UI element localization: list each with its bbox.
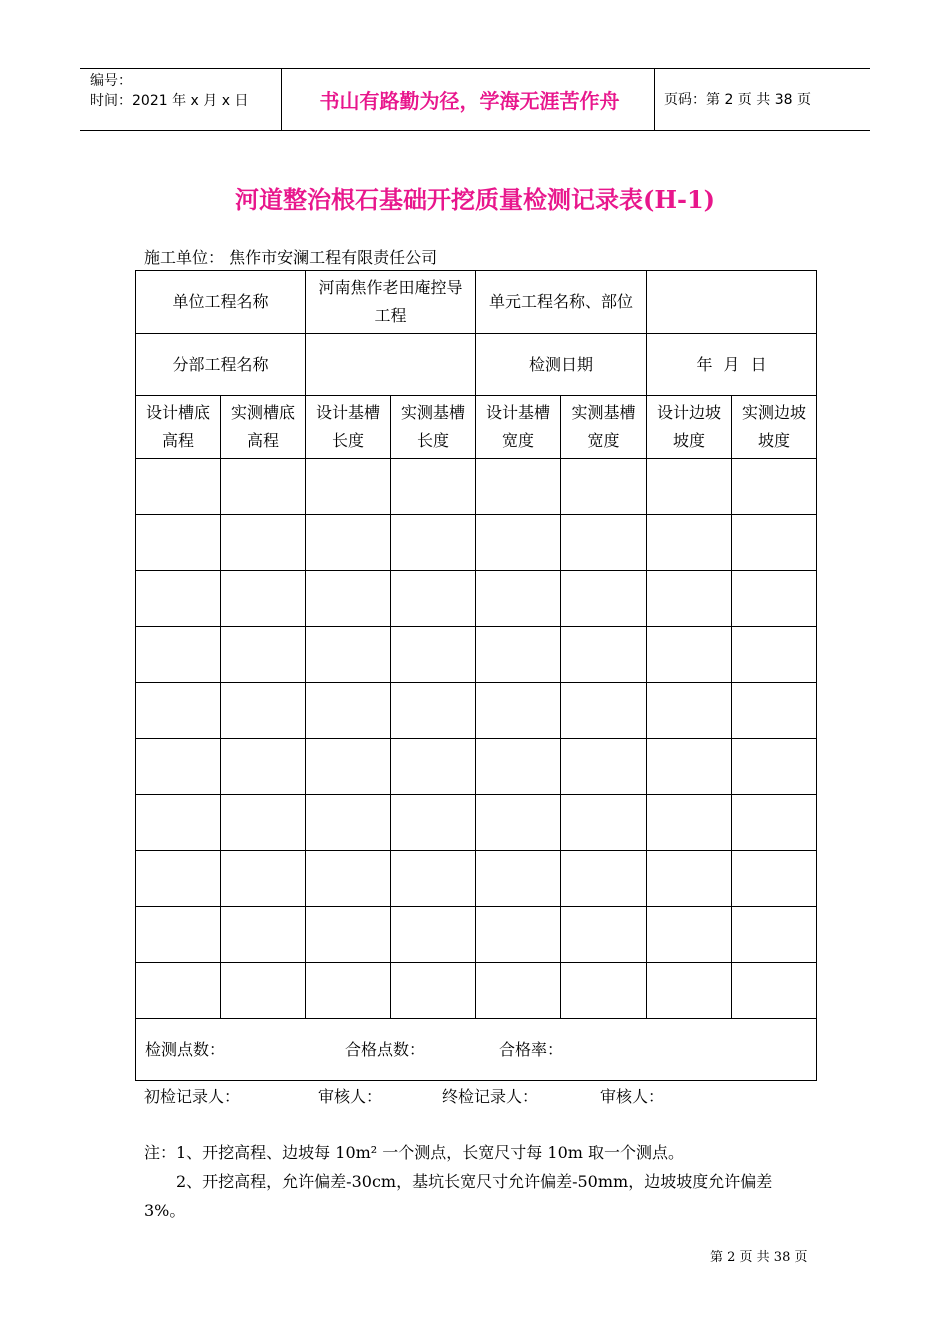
reviewer-label: 审核人： <box>318 1087 383 1106</box>
data-cell <box>136 739 221 795</box>
header-meta <box>90 71 248 111</box>
data-cell <box>732 963 817 1019</box>
table-row <box>136 515 817 571</box>
table-row <box>136 271 817 334</box>
date-value: 年 月 日 <box>647 334 817 396</box>
data-cell <box>561 907 647 963</box>
table-row <box>136 627 817 683</box>
data-cell <box>476 683 561 739</box>
column-header: 实测基槽宽度 <box>561 396 647 459</box>
table-row <box>136 334 817 396</box>
data-cell <box>306 795 391 851</box>
table-row <box>136 459 817 515</box>
data-cell <box>647 963 732 1019</box>
data-cell <box>561 739 647 795</box>
data-cell <box>221 795 306 851</box>
data-cell <box>306 459 391 515</box>
column-header-row <box>136 396 817 459</box>
data-cell <box>732 627 817 683</box>
data-cell <box>647 683 732 739</box>
data-cell <box>306 907 391 963</box>
data-cell <box>221 739 306 795</box>
data-cell <box>391 571 476 627</box>
data-cell <box>221 851 306 907</box>
data-cell <box>476 459 561 515</box>
page-header <box>80 68 870 131</box>
column-header: 设计基槽宽度 <box>476 396 561 459</box>
data-cell <box>136 963 221 1019</box>
data-cell <box>136 907 221 963</box>
data-cell <box>391 907 476 963</box>
table-row <box>136 963 817 1019</box>
data-cell <box>221 963 306 1019</box>
table-row <box>136 571 817 627</box>
data-cell <box>647 627 732 683</box>
page-footer: 第 2 页 共 38 页 <box>710 1250 808 1265</box>
data-cell <box>561 683 647 739</box>
reviewer-label-2: 审核人： <box>600 1087 665 1106</box>
data-cell <box>561 571 647 627</box>
column-header: 设计基槽长度 <box>306 396 391 459</box>
note-2: 2、开挖高程，允许偏差-30cm，基坑长宽尺寸允许偏差-50mm，边坡坡度允许偏差 3%。 <box>144 1172 773 1220</box>
data-cell <box>391 739 476 795</box>
data-cell <box>732 739 817 795</box>
table-row <box>136 683 817 739</box>
date-label: 检测日期 <box>476 334 647 396</box>
data-cell <box>391 851 476 907</box>
notes <box>144 1138 814 1225</box>
data-cell <box>306 739 391 795</box>
data-cell <box>647 739 732 795</box>
data-cell <box>136 851 221 907</box>
table-row <box>136 795 817 851</box>
column-header: 设计边坡坡度 <box>647 396 732 459</box>
data-cell <box>647 851 732 907</box>
data-cell <box>391 627 476 683</box>
data-cell <box>561 459 647 515</box>
header-number: 编号： <box>90 73 132 89</box>
data-cell <box>561 851 647 907</box>
data-cell <box>732 851 817 907</box>
data-cell <box>476 907 561 963</box>
data-cell <box>476 739 561 795</box>
table-row <box>136 851 817 907</box>
data-cell <box>306 515 391 571</box>
unit-project-value: 河南焦作老田庵控导工程 <box>306 271 476 334</box>
data-cell <box>647 571 732 627</box>
data-cell <box>476 963 561 1019</box>
note-1: 注：1、开挖高程、边坡每 10m² 一个测点，长宽尺寸每 10m 取一个测点。 <box>144 1143 685 1162</box>
pass-rate-label: 合格率： <box>499 1039 564 1059</box>
initial-recorder-label: 初检记录人： <box>144 1087 241 1106</box>
data-cell <box>306 683 391 739</box>
sub-project-value <box>306 334 476 396</box>
element-project-label: 单元工程名称、部位 <box>476 271 647 334</box>
data-cell <box>476 627 561 683</box>
header-divider <box>281 69 282 130</box>
summary-cell <box>136 1019 817 1081</box>
data-cell <box>561 795 647 851</box>
data-cell <box>221 907 306 963</box>
data-cell <box>561 963 647 1019</box>
data-cell <box>647 459 732 515</box>
data-cell <box>221 515 306 571</box>
data-cell <box>476 851 561 907</box>
data-cell <box>732 683 817 739</box>
data-cell <box>136 515 221 571</box>
summary-row <box>136 1019 817 1081</box>
data-cell <box>221 683 306 739</box>
data-cell <box>391 459 476 515</box>
data-cell <box>476 571 561 627</box>
data-cell <box>732 459 817 515</box>
header-time: 时间：2021 年 x 月 x 日 <box>90 93 249 109</box>
column-header: 实测基槽长度 <box>391 396 476 459</box>
data-cell <box>306 963 391 1019</box>
data-cell <box>136 459 221 515</box>
data-cell <box>732 907 817 963</box>
data-cell <box>732 571 817 627</box>
data-cell <box>391 683 476 739</box>
record-table <box>135 270 817 1081</box>
data-cell <box>136 683 221 739</box>
table-row <box>136 907 817 963</box>
data-cell <box>136 571 221 627</box>
construction-unit: 施工单位： 焦作市安澜工程有限责任公司 <box>144 248 438 267</box>
header-page: 页码：第 2 页 共 38 页 <box>664 92 811 108</box>
data-cell <box>391 515 476 571</box>
data-cell <box>732 515 817 571</box>
data-cell <box>647 907 732 963</box>
data-cell <box>476 515 561 571</box>
data-cell <box>221 627 306 683</box>
column-header: 设计槽底高程 <box>136 396 221 459</box>
unit-project-label: 单位工程名称 <box>136 271 306 334</box>
document-title: 河道整治根石基础开挖质量检测记录表(H-1) <box>234 185 716 214</box>
header-motto: 书山有路勤为径，学海无涯苦作舟 <box>319 89 620 113</box>
data-cell <box>306 851 391 907</box>
data-cell <box>136 795 221 851</box>
data-cell <box>561 515 647 571</box>
sub-project-label: 分部工程名称 <box>136 334 306 396</box>
points-count-label: 检测点数： <box>145 1039 226 1059</box>
final-recorder-label: 终检记录人： <box>442 1087 539 1106</box>
column-header: 实测槽底高程 <box>221 396 306 459</box>
data-cell <box>561 627 647 683</box>
element-project-value <box>647 271 817 334</box>
data-cell <box>221 571 306 627</box>
data-cell <box>732 795 817 851</box>
data-cell <box>306 627 391 683</box>
data-cell <box>647 795 732 851</box>
data-cell <box>391 795 476 851</box>
data-cell <box>136 627 221 683</box>
data-cell <box>391 963 476 1019</box>
column-header: 实测边坡坡度 <box>732 396 817 459</box>
data-cell <box>306 571 391 627</box>
data-cell <box>221 459 306 515</box>
table-row <box>136 739 817 795</box>
qualified-count-label: 合格点数： <box>345 1039 426 1059</box>
data-cell <box>647 515 732 571</box>
data-cell <box>476 795 561 851</box>
